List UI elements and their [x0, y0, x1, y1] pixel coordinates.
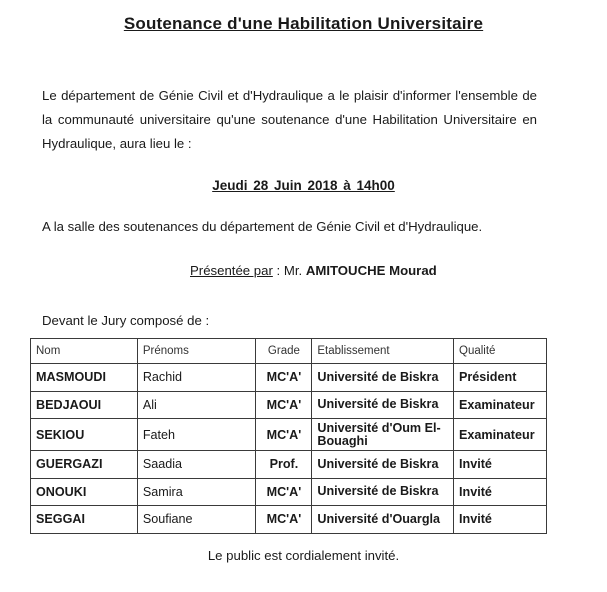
cell-nom: SEKIOU	[31, 419, 138, 451]
cell-qualite: Invité	[454, 478, 547, 506]
header-etablissement: Etablissement	[312, 339, 454, 364]
intro-paragraph: Le département de Génie Civil et d'Hydraulique a le plaisir d'informer l'ensemble de la communauté universitaire qu'une soutenance d'une Habilitation Universitaire en Hydraulique, aura lieu le :	[42, 88, 537, 151]
cell-prenom: Fateh	[137, 419, 256, 451]
table-row	[31, 364, 547, 392]
jury-table	[30, 338, 547, 534]
table-row	[31, 419, 547, 451]
cell-prenom: Ali	[137, 391, 256, 419]
candidate-name: AMITOUCHE Mourad	[305, 263, 437, 278]
table-row	[31, 451, 547, 479]
cell-nom: GUERGAZI	[31, 451, 138, 479]
cell-qualite: Examinateur	[454, 419, 547, 451]
cell-nom: ONOUKI	[31, 478, 138, 506]
header-prenoms: Prénoms	[137, 339, 256, 364]
cell-grade: Prof.	[256, 451, 312, 479]
cell-prenom: Samira	[137, 478, 256, 506]
header-qualite: Qualité	[454, 339, 547, 364]
cell-prenom: Rachid	[137, 364, 256, 392]
cell-qualite: Invité	[454, 451, 547, 479]
cell-prenom: Saadia	[137, 451, 256, 479]
cell-grade: MC'A'	[256, 506, 312, 534]
cell-qualite: Examinateur	[454, 391, 547, 419]
document-title: Soutenance d'une Habilitation Universitaire	[123, 14, 484, 33]
cell-etablissement: Université de Biskra	[312, 364, 454, 392]
table-row	[31, 478, 547, 506]
cell-etablissement: Université de Biskra	[312, 478, 454, 506]
table-row	[31, 391, 547, 419]
cell-grade: MC'A'	[256, 391, 312, 419]
cell-nom: BEDJAOUI	[31, 391, 138, 419]
cell-grade: MC'A'	[256, 419, 312, 451]
cell-etablissement: Université de Biskra	[312, 451, 454, 479]
cell-etablissement: Université de Biskra	[312, 391, 454, 419]
presented-by	[190, 263, 437, 278]
venue-text: A la salle des soutenances du département de Génie Civil et d'Hydraulique.	[42, 219, 483, 234]
cell-prenom: Soufiane	[137, 506, 256, 534]
cell-etablissement: Université d'Oum El-Bouaghi	[312, 419, 454, 451]
closing-note: Le public est cordialement invité.	[207, 548, 400, 563]
cell-etablissement: Université d'Ouargla	[312, 506, 454, 534]
jury-table-header-row	[31, 339, 547, 364]
header-grade: Grade	[256, 339, 312, 364]
cell-qualite: Invité	[454, 506, 547, 534]
table-row	[31, 506, 547, 534]
presented-by-separator: : Mr.	[272, 263, 306, 278]
defense-date: Jeudi 28 Juin 2018 à 14h00	[212, 178, 395, 193]
cell-grade: MC'A'	[256, 478, 312, 506]
cell-grade: MC'A'	[256, 364, 312, 392]
cell-qualite: Président	[454, 364, 547, 392]
cell-nom: MASMOUDI	[31, 364, 138, 392]
cell-nom: SEGGAI	[31, 506, 138, 534]
header-nom: Nom	[31, 339, 138, 364]
presented-by-label: Présentée par	[190, 263, 273, 278]
jury-intro: Devant le Jury composé de :	[42, 313, 210, 328]
